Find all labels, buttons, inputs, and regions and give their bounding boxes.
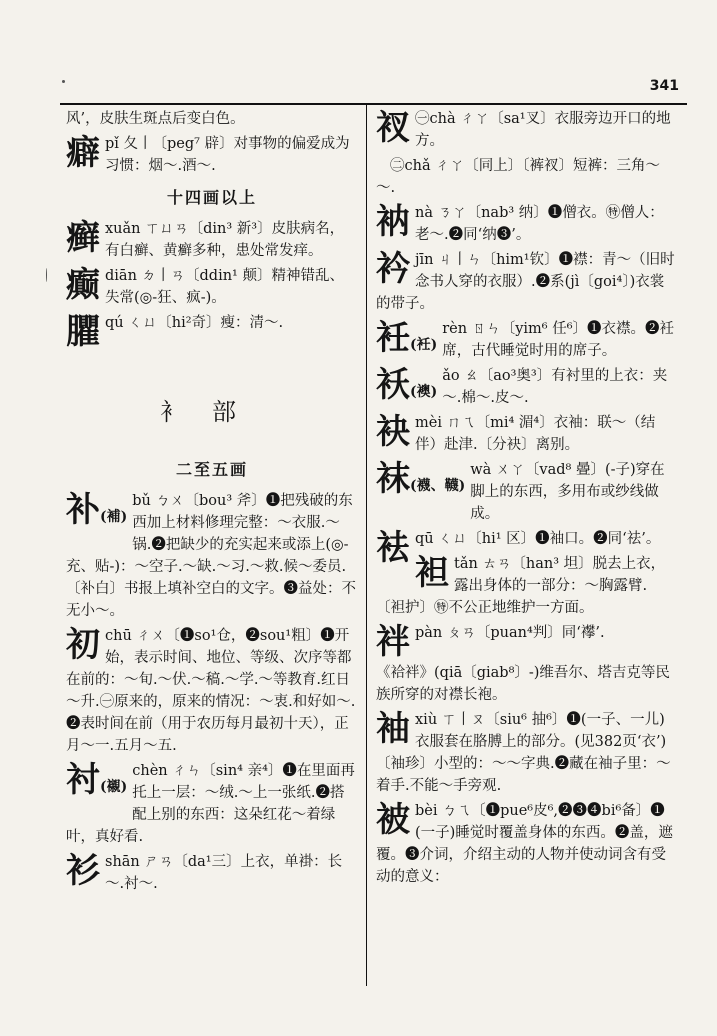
dictionary-entry xyxy=(376,365,676,409)
variant-form: (襖) xyxy=(410,384,438,400)
definition: chèn ㄔㄣ〔sin⁴ 亲⁴〕❶在里面再托上一层：～绒.～上一张纸.❷搭配上别的东西：这朵红花～着绿叶，真好看. xyxy=(66,763,355,845)
headword: 被 xyxy=(376,800,410,840)
dictionary-entry xyxy=(66,760,358,848)
definition: shān ㄕㄢ〔da¹三〕上衣，单褂：长～.衬～. xyxy=(105,854,343,892)
definition: diān ㄉ丨ㄢ〔ddin¹ 颠〕精神错乱、失常(◎-狂、疯-)。 xyxy=(105,268,344,306)
definition: jīn ㄐ丨ㄣ〔him¹钦〕❶襟：青～（旧时念书人穿的衣服）.❷系(jì〔goi⁴〕)衣裳的带子。 xyxy=(376,252,675,312)
radical-heading: 衤部 xyxy=(160,398,264,426)
headword: 衬(襯) xyxy=(66,760,128,800)
definition: wà ㄨㄚ〔vad⁸ 曡〕(-子)穿在脚上的东西，多用布或纱线做成。 xyxy=(470,462,665,522)
dictionary-entry-sense xyxy=(376,155,676,199)
variant-form: (襪、韈) xyxy=(410,478,466,494)
definition: nà ㄋㄚ〔nab³ 纳〕❶僧衣。㊕僧人：老～.❷同‘纳❸’。 xyxy=(415,205,664,243)
variant-form: (衽) xyxy=(410,337,438,353)
definition: ㊁chǎ ㄔㄚ〔同上〕〔裤衩〕短裤：三角～～. xyxy=(376,158,660,196)
definition: chū ㄔㄨ〔❶so¹仓，❷sou¹粗〕❶开始，表示时间、地位、等级、次序等都在前的：～旬.～伏.～稿.～学.～等教育.红日～升.㊀原来的，原来的情况：～衷.和好如～.❷表时间在前（用于农历每月最初十天），正月～一.五月～五. xyxy=(66,628,356,754)
dictionary-entry xyxy=(66,133,358,177)
section-heading: 十四画以上 xyxy=(166,188,257,207)
subentry-text: 《袷袢》(qiā〔giab⁸〕-)维吾尔、塔吉克等民族所穿的对襟长袍。 xyxy=(376,665,670,703)
headword: 袜(襪、韈) xyxy=(376,459,466,499)
dictionary-entry xyxy=(66,218,358,262)
headword: 袢 xyxy=(376,622,410,662)
headword: 衽(衽) xyxy=(376,318,438,358)
definition: xiù ㄒ丨ㄡ〔siu⁶ 抽⁶〕❶(一子、一儿)衣服套在胳膊上的部分。(见382页‘衣’)〔袖珍〕小型的：～～字典.❷藏在袖子里：～着手.不能～手旁观. xyxy=(376,712,671,794)
dictionary-entry xyxy=(376,108,676,152)
section-heading: 二至五画 xyxy=(175,460,248,479)
headword: 袄(襖) xyxy=(376,365,438,405)
headword: 袒 xyxy=(415,553,449,593)
definition: rèn ㄖㄣ〔yim⁶ 任⁶〕❶衣襟。❷衽席，古代睡觉时用的席子。 xyxy=(442,321,675,359)
definition: bǔ ㄅㄨ〔bou³ 斧〕❶把残破的东西加上材料修理完整：～衣服.～锅.❷把缺少的充实起来或添上(◎-充、贴-)：～空子.～缺.～习.～救.候～委员.〔补白〕书报上填补空白的文字。❸益处：不无小～。 xyxy=(66,493,356,619)
headword: 癣 xyxy=(66,218,100,258)
variant-form: (襯) xyxy=(100,779,128,795)
headword: 臞 xyxy=(66,312,100,352)
page-number: 341 xyxy=(649,78,679,94)
dictionary-entry xyxy=(376,553,676,619)
headword: 癫 xyxy=(66,265,100,305)
dictionary-entry xyxy=(376,709,676,797)
definition: ㊀chà ㄔㄚ〔sa¹叉〕衣服旁边开口的地方。 xyxy=(415,111,671,149)
headword: 衲 xyxy=(376,202,410,242)
definition: mèi ㄇㄟ〔mi⁴ 湄⁴〕衣袖：联～（结伴）赴津.〔分袂〕离别。 xyxy=(415,415,656,453)
headword: 癖 xyxy=(66,133,100,173)
definition: pǐ 夂丨〔peg⁷ 辟〕对事物的偏爱成为习惯：烟～.酒～. xyxy=(105,136,350,174)
headword: 袖 xyxy=(376,709,410,749)
headword: 初 xyxy=(66,625,100,665)
definition: ǎo ㄠ〔ao³奥³〕有衬里的上衣：夹～.棉～.皮～. xyxy=(442,368,668,406)
variant-form: (補) xyxy=(100,509,128,525)
headword: 袪 xyxy=(376,528,410,568)
dictionary-entry xyxy=(376,528,676,568)
dictionary-entry xyxy=(376,249,676,315)
dictionary-entry xyxy=(66,265,358,309)
scan-speck xyxy=(46,268,47,282)
definition: pàn ㄆㄢ〔puan⁴判〕同‘襻’. xyxy=(415,625,605,641)
dictionary-entry xyxy=(376,202,676,246)
definition: bèi ㄅㄟ〔❶pue⁶皮⁶,❷❸❹bi⁶备〕❶(一子)睡觉时覆盖身体的东西。❷盖，遮覆。❸介词，介绍主动的人物并使动词含有受动的意义： xyxy=(376,803,673,885)
dictionary-entry xyxy=(66,851,358,895)
right-column xyxy=(376,108,676,891)
dictionary-entry xyxy=(66,312,358,352)
definition: qū ㄑㄩ〔hi¹ 区〕❶袖口。❷同‘祛’。 xyxy=(415,531,661,547)
dictionary-entry xyxy=(376,622,676,662)
left-column xyxy=(66,108,358,898)
dictionary-entry xyxy=(376,412,676,456)
headword: 袂 xyxy=(376,412,410,452)
headword: 衫 xyxy=(66,851,100,891)
dictionary-entry xyxy=(376,800,676,888)
headword: 衩 xyxy=(376,108,410,148)
headword: 衿 xyxy=(376,249,410,289)
header-rule xyxy=(60,103,687,105)
dictionary-entry xyxy=(66,625,358,757)
continuation-text: 风’，皮肤生斑点后变白色。 xyxy=(66,111,245,127)
scan-speck xyxy=(62,80,65,83)
dictionary-entry xyxy=(66,490,358,622)
column-divider xyxy=(366,103,367,986)
definition: xuǎn ㄒㄩㄢ〔din³ 新³〕皮肤病名，有白癣、黄癣多种，患处常发痒。 xyxy=(105,221,345,259)
definition: qú ㄑㄩ〔hi²奇〕瘦：清～. xyxy=(105,315,284,331)
dictionary-entry xyxy=(376,459,676,525)
headword: 补(補) xyxy=(66,490,128,530)
definition: tǎn ㄊㄢ〔han³ 坦〕脱去上衣，露出身体的一部分：～胸露臂.〔袒护〕㊕不公正地维护一方面。 xyxy=(376,556,666,616)
dictionary-entry xyxy=(376,318,676,362)
